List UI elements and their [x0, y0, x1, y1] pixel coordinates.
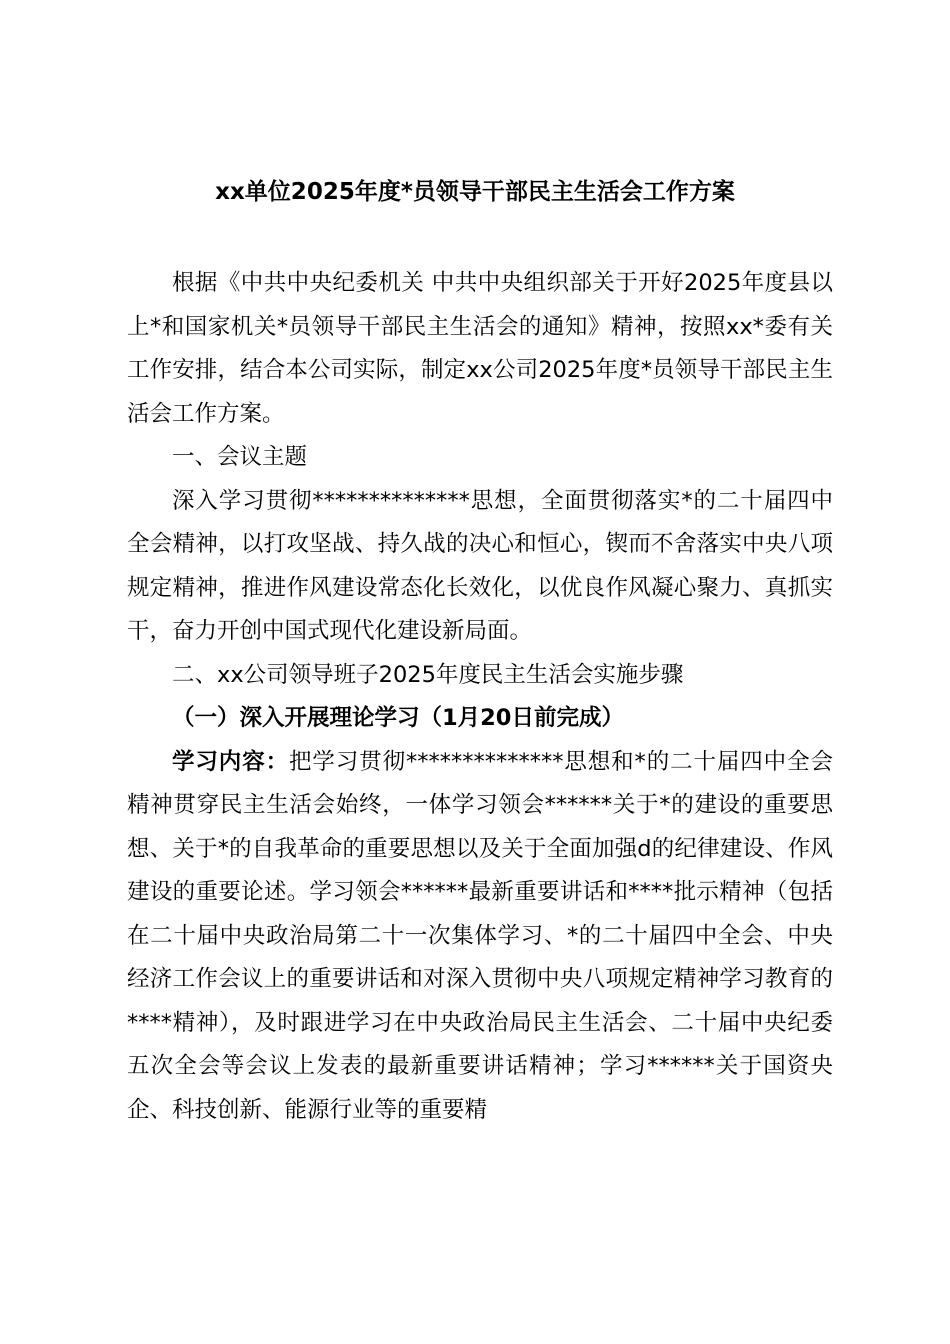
study-content-text: 把学习贯彻**************思想和*的二十届四中全会精神贯穿民主生活会始终，一体学习领会******关于*的建设的重要思想、关于*的自我革命的重要思想以及关于全面加强d的纪律建设、作风建设的重要论述。学习领会******最新重要讲话和****批示精神（包括在二十届中央政治局第二十一次集体学习、*的二十届四中全会、中央经济工作会议上的重要讲话和对深入贯彻中央八项规定精神学习教育的****精神），及时跟进学习在中央政治局民主生活会、二十届中央纪委五次全会等会议上发表的最新重要讲话精神；学习******关于国资央企、科技创新、能源行业等的重要精: [127, 748, 833, 1123]
intro-paragraph: 根据《中共中央纪委机关 中共中央组织部关于开好2025年度县以上*和国家机关*员领导干部民主生活会的通知》精神，按照xx*委有关工作安排，结合本公司实际，制定xx公司2025年度*员领导干部民主生活会工作方案。: [127, 270, 833, 427]
document-title: xx单位2025年度*员领导干部民主生活会工作方案: [215, 179, 735, 205]
study-content-paragraph: [127, 741, 833, 1133]
section-1-heading: 一、会议主题: [172, 444, 308, 470]
section-2-heading: 二、xx公司领导班子2025年度民主生活会实施步骤: [172, 661, 684, 688]
document-body: [127, 262, 833, 1132]
subsection-1-heading: （一）深入开展理论学习（1月20日前完成）: [172, 705, 624, 731]
study-content-label: 学习内容：: [172, 748, 289, 775]
section-1-paragraph: 深入学习贯彻**************思想，全面贯彻落实*的二十届四中全会精神，以打攻坚战、持久战的决心和恒心，锲而不舍落实中央八项规定精神，推进作风建设常态化长效化，以优良作风凝心聚力、真抓实干，奋力开创中国式现代化建设新局面。: [127, 487, 833, 644]
